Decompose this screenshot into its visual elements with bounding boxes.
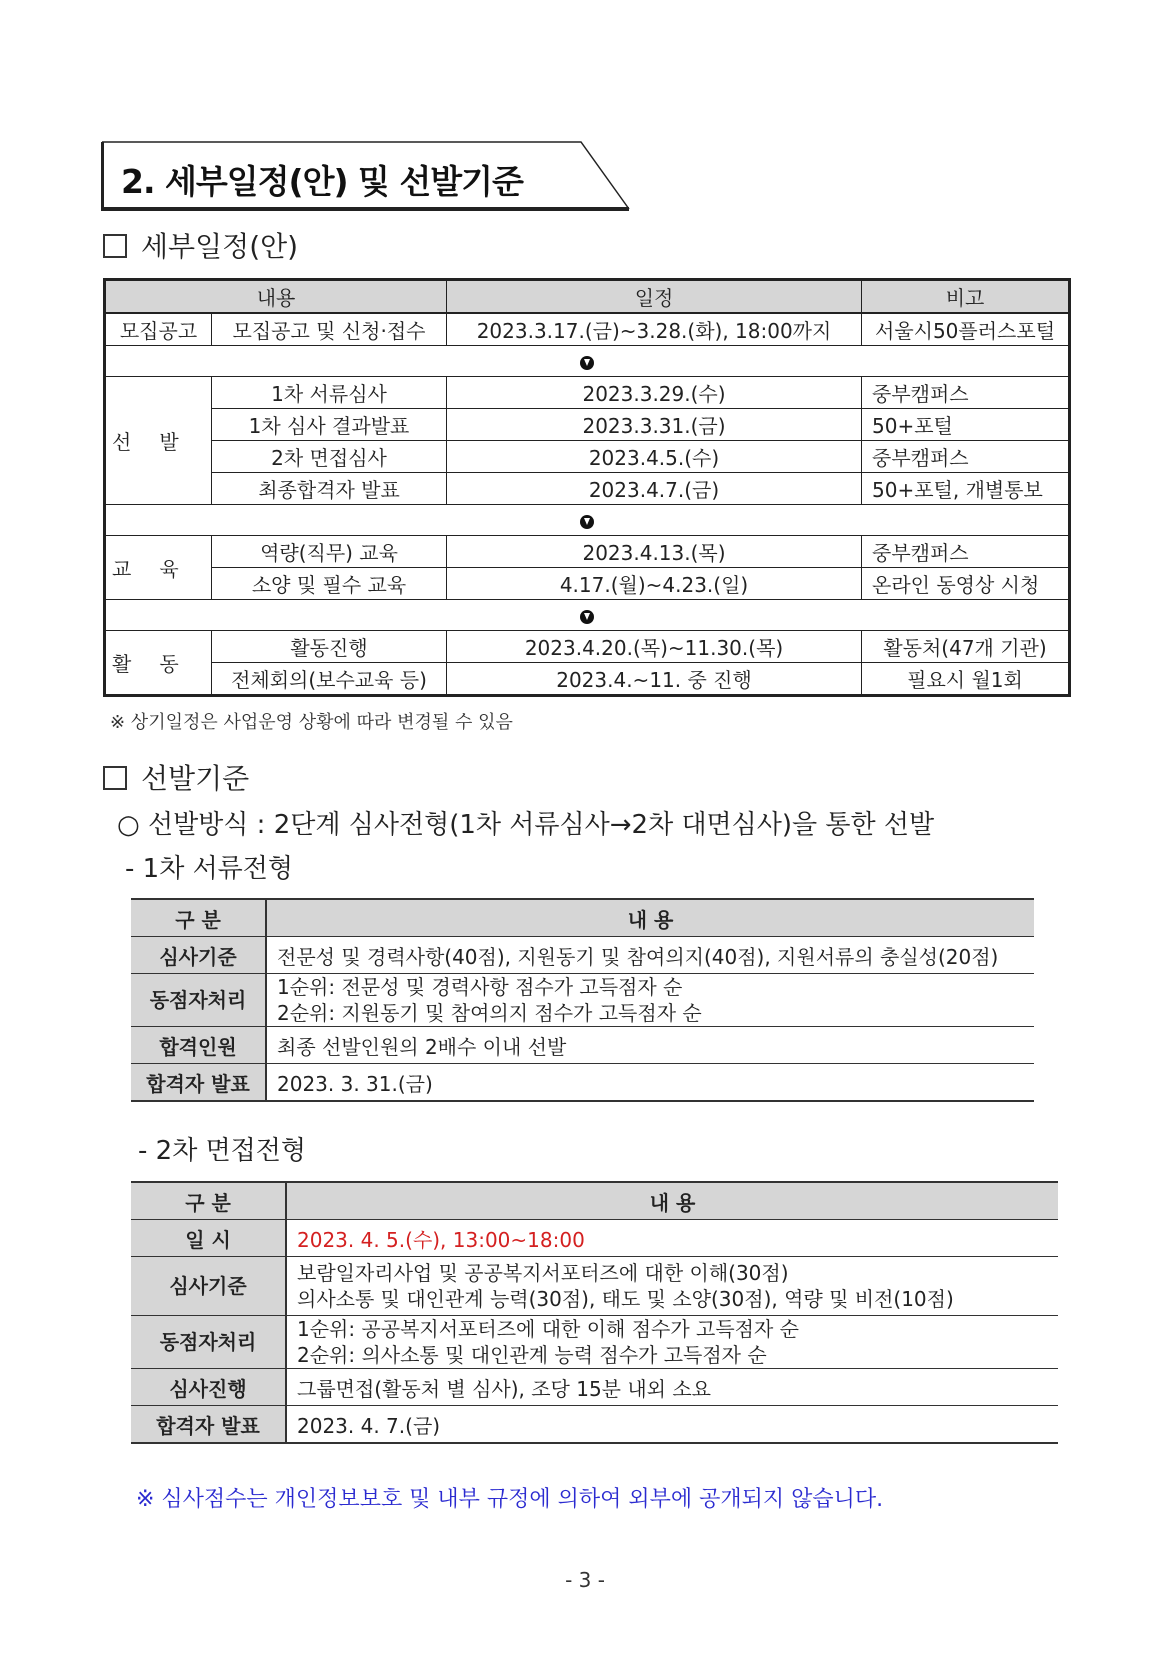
schedule-footnote: ※ 상기일정은 사업운영 상황에 따라 변경될 수 있음 (110, 712, 513, 733)
arrow-row (105, 346, 1070, 377)
row-value: 2023. 3. 31.(금) (266, 1064, 1034, 1102)
row-note: 서울시50플러스포털 (862, 313, 1070, 346)
row-date: 2023.4.20.(목)~11.30.(목) (447, 631, 862, 663)
row-value (286, 1316, 1058, 1369)
header-note: 비고 (862, 280, 1070, 314)
header-date: 일정 (447, 280, 862, 314)
value-line: 보람일자리사업 및 공공복지서포터즈에 대한 이해(30점) (297, 1261, 789, 1285)
row-value: 전문성 및 경력사항(40점), 지원동기 및 참여의지(40점), 지원서류의 충실성(20점) (266, 937, 1034, 974)
row-label: 합격인원 (131, 1027, 266, 1064)
table-row (131, 1257, 1058, 1316)
down-arrow-icon (580, 610, 594, 624)
row-item: 소양 및 필수 교육 (212, 568, 447, 600)
row-item: 모집공고 및 신청·접수 (212, 313, 447, 346)
square-bullet-icon (103, 766, 127, 790)
stage2-title: - 2차 면접전형 (138, 1136, 307, 1166)
header-content: 내 용 (266, 899, 1034, 937)
page-number: - 3 - (565, 1568, 605, 1592)
group-recruit: 모집공고 (105, 313, 212, 346)
table-row (105, 313, 1070, 346)
row-date: 2023.3.17.(금)~3.28.(화), 18:00까지 (447, 313, 862, 346)
section-title-box (101, 141, 631, 211)
privacy-note: ※ 심사점수는 개인정보보호 및 내부 규정에 의하여 외부에 공개되지 않습니다. (136, 1487, 884, 1512)
row-date: 2023.4.~11. 중 진행 (447, 663, 862, 696)
criteria-heading: 선발기준 (103, 757, 249, 797)
row-date: 2023.3.29.(수) (447, 377, 862, 409)
header-content: 내 용 (286, 1182, 1058, 1220)
table-row (131, 974, 1034, 1027)
stage1-header-row (131, 899, 1034, 937)
row-item: 역량(직무) 교육 (212, 536, 447, 568)
row-label: 심사기준 (131, 937, 266, 974)
stage2-table (131, 1181, 1058, 1444)
table-row (105, 663, 1070, 696)
row-item: 1차 서류심사 (212, 377, 447, 409)
table-row (131, 1220, 1058, 1257)
row-date: 4.17.(월)~4.23.(일) (447, 568, 862, 600)
row-label: 동점자처리 (131, 974, 266, 1027)
schedule-table (103, 278, 1071, 697)
group-selection: 선발 (105, 377, 212, 505)
row-value (266, 974, 1034, 1027)
header-content: 내용 (105, 280, 447, 314)
row-label: 동점자처리 (131, 1316, 286, 1369)
schedule-heading: 세부일정(안) (103, 225, 298, 265)
row-item: 전체회의(보수교육 등) (212, 663, 447, 696)
row-date: 2023.4.13.(목) (447, 536, 862, 568)
row-item: 활동진행 (212, 631, 447, 663)
row-note: 활동처(47개 기관) (862, 631, 1070, 663)
table-row (105, 473, 1070, 505)
row-label: 합격자 발표 (131, 1064, 266, 1102)
interview-datetime: 2023. 4. 5.(수), 13:00~18:00 (286, 1220, 1058, 1257)
row-label: 심사기준 (131, 1257, 286, 1316)
stage2-header-row (131, 1182, 1058, 1220)
row-note: 50+포털 (862, 409, 1070, 441)
value-line: 1순위: 공공복지서포터즈에 대한 이해 점수가 고득점자 순 (297, 1317, 799, 1341)
table-row (105, 377, 1070, 409)
row-item: 1차 심사 결과발표 (212, 409, 447, 441)
table-row (105, 409, 1070, 441)
table-row (131, 1316, 1058, 1369)
row-label: 일 시 (131, 1220, 286, 1257)
header-category: 구 분 (131, 899, 266, 937)
table-row (105, 441, 1070, 473)
arrow-row (105, 600, 1070, 631)
value-line: 2순위: 지원동기 및 참여의지 점수가 고득점자 순 (277, 1001, 702, 1025)
table-row (131, 937, 1034, 974)
stage1-table (131, 898, 1034, 1102)
row-date: 2023.4.7.(금) (447, 473, 862, 505)
row-label: 합격자 발표 (131, 1406, 286, 1444)
value-line: 1순위: 전문성 및 경력사항 점수가 고득점자 순 (277, 975, 683, 999)
table-row (131, 1369, 1058, 1406)
group-education: 교육 (105, 536, 212, 600)
row-date: 2023.4.5.(수) (447, 441, 862, 473)
row-note: 온라인 동영상 시청 (862, 568, 1070, 600)
row-value: 2023. 4. 7.(금) (286, 1406, 1058, 1444)
arrow-row (105, 505, 1070, 536)
header-category: 구 분 (131, 1182, 286, 1220)
table-row (131, 1406, 1058, 1444)
row-note: 중부캠퍼스 (862, 377, 1070, 409)
row-item: 최종합격자 발표 (212, 473, 447, 505)
selection-method: ○ 선발방식 : 2단계 심사전형(1차 서류심사→2차 대면심사)을 통한 선발 (117, 810, 935, 840)
table-row (105, 536, 1070, 568)
table-row (131, 1027, 1034, 1064)
row-date: 2023.3.31.(금) (447, 409, 862, 441)
schedule-header-row (105, 280, 1070, 314)
row-value: 그룹면접(활동처 별 심사), 조당 15분 내외 소요 (286, 1369, 1058, 1406)
section-title: 2. 세부일정(안) 및 선발기준 (121, 162, 523, 201)
square-bullet-icon (103, 234, 127, 258)
group-activity: 활동 (105, 631, 212, 696)
table-row (105, 631, 1070, 663)
row-note: 중부캠퍼스 (862, 536, 1070, 568)
row-note: 중부캠퍼스 (862, 441, 1070, 473)
row-label: 심사진행 (131, 1369, 286, 1406)
down-arrow-icon (580, 515, 594, 529)
row-item: 2차 면접심사 (212, 441, 447, 473)
value-line: 2순위: 의사소통 및 대인관계 능력 점수가 고득점자 순 (297, 1343, 767, 1367)
row-value: 최종 선발인원의 2배수 이내 선발 (266, 1027, 1034, 1064)
table-row (105, 568, 1070, 600)
stage1-title: - 1차 서류전형 (125, 854, 294, 884)
row-note: 필요시 월1회 (862, 663, 1070, 696)
row-value (286, 1257, 1058, 1316)
row-note: 50+포털, 개별통보 (862, 473, 1070, 505)
value-line: 의사소통 및 대인관계 능력(30점), 태도 및 소양(30점), 역량 및 비전(10점) (297, 1287, 954, 1311)
table-row (131, 1064, 1034, 1102)
down-arrow-icon (580, 356, 594, 370)
